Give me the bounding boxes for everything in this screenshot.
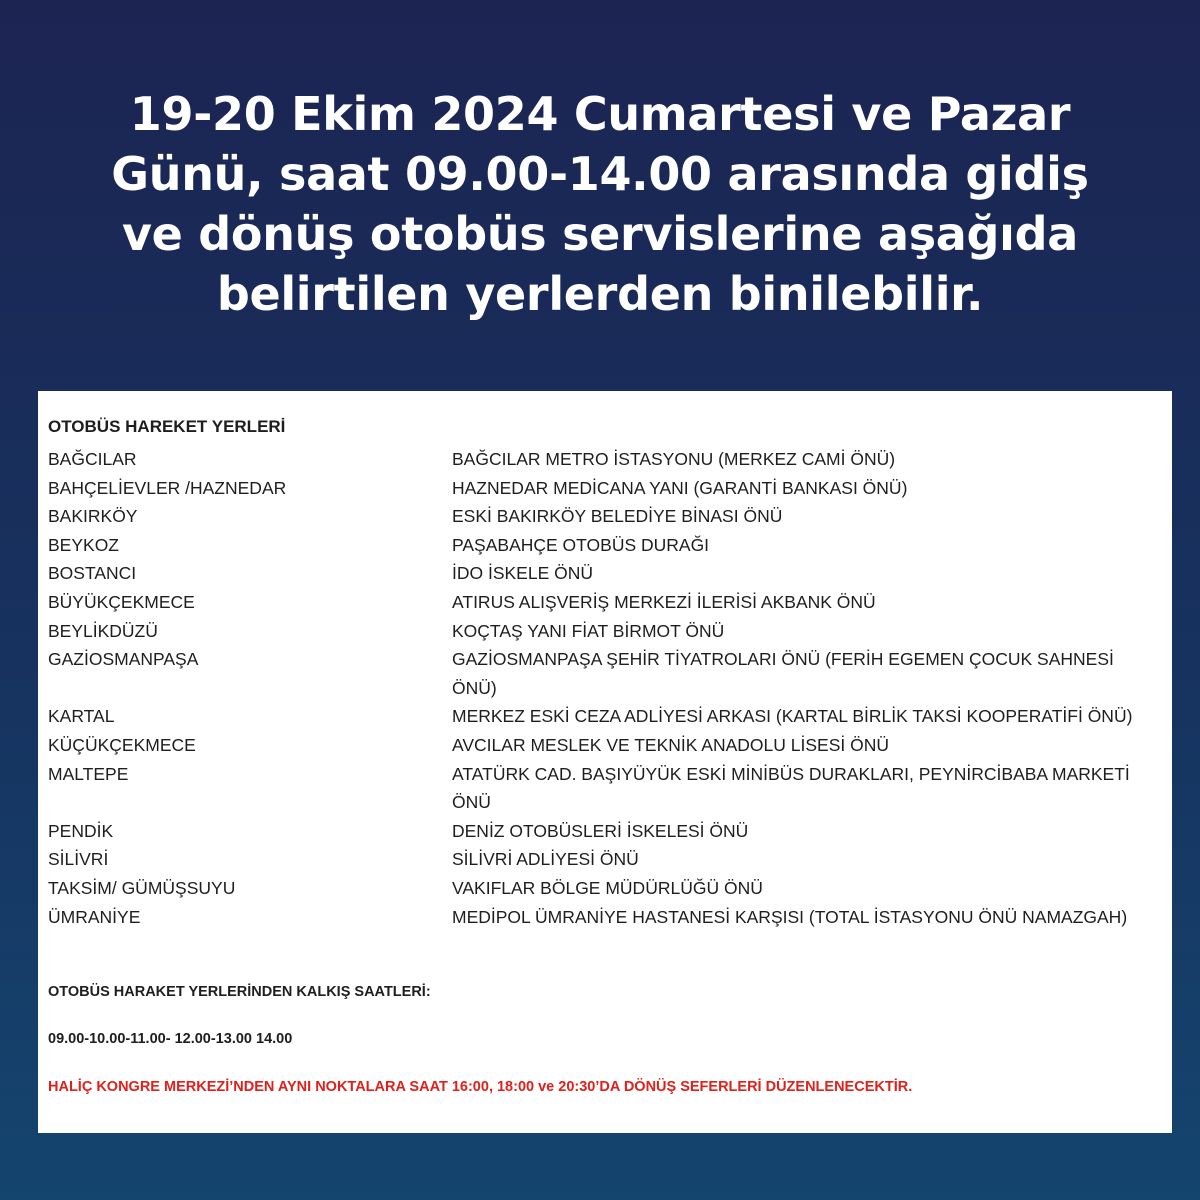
- district-cell: PENDİK: [48, 820, 114, 841]
- return-notice: HALİÇ KONGRE MERKEZİ’NDEN AYNI NOKTALARA SAAT 16:00, 18:00 ve 20:30’DA DÖNÜŞ SEFERLERİ DÜZENLENECEKTİR.: [48, 1079, 913, 1095]
- table-row: [48, 588, 1172, 617]
- location-cell: DENİZ OTOBÜSLERİ İSKELESİ ÖNÜ: [452, 820, 749, 841]
- location-cell: GAZİOSMANPAŞA ŞEHİR TİYATROLARI ÖNÜ (FERİH EGEMEN ÇOCUK SAHNESİ: [452, 649, 1114, 670]
- table-row: [48, 702, 1172, 731]
- headline-line: ve dönüş otobüs servislerine aşağıda: [122, 207, 1078, 261]
- table-row: [48, 559, 1172, 588]
- table-row: [48, 617, 1172, 646]
- location-cell: ATIRUS ALIŞVERİŞ MERKEZİ İLERİSİ AKBANK ÖNÜ: [452, 591, 876, 612]
- table-row: [48, 760, 1172, 789]
- table-row: [48, 474, 1172, 503]
- headline: [60, 84, 1140, 324]
- location-cell: SİLİVRİ ADLİYESİ ÖNÜ: [452, 849, 639, 870]
- location-cell: İDO İSKELE ÖNÜ: [452, 563, 594, 584]
- location-cell: HAZNEDAR MEDİCANA YANI (GARANTİ BANKASI ÖNÜ): [452, 477, 908, 498]
- location-cell-continued: ÖNÜ): [452, 677, 497, 698]
- district-cell: TAKSİM/ GÜMÜŞSUYU: [48, 877, 236, 898]
- section-title: OTOBÜS HAREKET YERLERİ: [48, 417, 286, 436]
- departure-times-title: OTOBÜS HARAKET YERLERİNDEN KALKIŞ SAATLERİ:: [48, 984, 431, 1000]
- district-cell: BAĞCILAR: [48, 449, 137, 469]
- table-row-continuation: [48, 788, 1172, 817]
- district-cell: KÜÇÜKÇEKMECE: [48, 734, 196, 755]
- location-cell: KOÇTAŞ YANI FİAT BİRMOT ÖNÜ: [452, 620, 725, 641]
- district-cell: BEYLİKDÜZÜ: [48, 620, 158, 641]
- headline-line: Günü, saat 09.00-14.00 arasında gidiş: [111, 147, 1089, 201]
- location-table: [48, 445, 1172, 931]
- table-row: [48, 445, 1172, 474]
- table-row: [48, 903, 1172, 932]
- location-cell: AVCILAR MESLEK VE TEKNİK ANADOLU LİSESİ ÖNÜ: [452, 734, 889, 755]
- location-cell: MERKEZ ESKİ CEZA ADLİYESİ ARKASI (KARTAL BİRLİK TAKSİ KOOPERATİFİ ÖNÜ): [452, 706, 1133, 727]
- district-cell: ÜMRANİYE: [48, 906, 141, 927]
- district-cell: BEYKOZ: [48, 534, 119, 555]
- table-row: [48, 731, 1172, 760]
- district-cell: SİLİVRİ: [48, 849, 109, 870]
- location-cell: MEDİPOL ÜMRANİYE HASTANESİ KARŞISI (TOTAL İSTASYONU ÖNÜ NAMAZGAH): [452, 906, 1128, 927]
- table-row: [48, 874, 1172, 903]
- location-cell: BAĞCILAR METRO İSTASYONU (MERKEZ CAMİ ÖNÜ): [452, 449, 896, 469]
- district-cell: BÜYÜKÇEKMECE: [48, 591, 195, 612]
- district-cell: BAHÇELİEVLER /HAZNEDAR: [48, 477, 287, 498]
- table-row: [48, 531, 1172, 560]
- district-cell: MALTEPE: [48, 763, 129, 784]
- location-cell: ATATÜRK CAD. BAŞIYÜYÜK ESKİ MİNİBÜS DURAKLARI, PEYNİRCİBABA MARKETİ: [452, 763, 1130, 784]
- headline-line: 19-20 Ekim 2024 Cumartesi ve Pazar: [129, 87, 1071, 141]
- district-cell: BAKIRKÖY: [48, 506, 138, 527]
- headline-line: belirtilen yerlerden binilebilir.: [216, 267, 984, 321]
- location-cell-continued: ÖNÜ: [452, 792, 491, 813]
- location-cell: ESKİ BAKIRKÖY BELEDİYE BİNASI ÖNÜ: [452, 506, 783, 527]
- table-row-continuation: [48, 674, 1172, 703]
- info-card: [38, 391, 1172, 1133]
- district-cell: BOSTANCI: [48, 563, 137, 584]
- location-cell: PAŞABAHÇE OTOBÜS DURAĞI: [452, 534, 710, 555]
- table-row: [48, 817, 1172, 846]
- departure-times: 09.00-10.00-11.00- 12.00-13.00 14.00: [48, 1031, 293, 1047]
- table-row: [48, 502, 1172, 531]
- table-row: [48, 845, 1172, 874]
- location-cell: VAKIFLAR BÖLGE MÜDÜRLÜĞÜ ÖNÜ: [452, 877, 763, 898]
- table-row: [48, 645, 1172, 674]
- district-cell: GAZİOSMANPAŞA: [48, 649, 199, 670]
- district-cell: KARTAL: [48, 706, 115, 727]
